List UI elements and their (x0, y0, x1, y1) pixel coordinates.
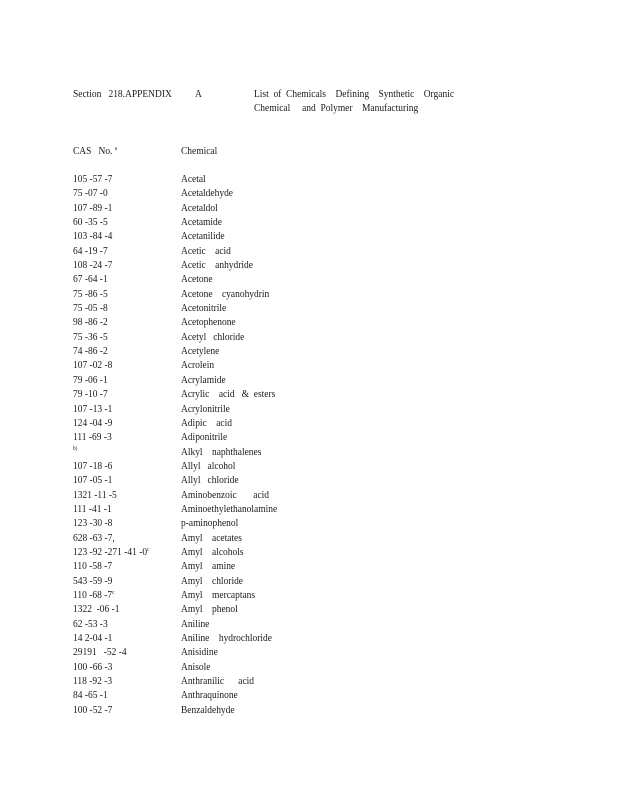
cas-footnote-marker: a (114, 146, 118, 152)
table-row (0, 301, 618, 315)
chemical-name: Acetaldol (181, 201, 218, 214)
chemical-name: Benzaldehyde (181, 703, 235, 716)
table-row (0, 358, 618, 372)
table-row (0, 559, 618, 573)
cas-number: 107 -02 -8 (73, 359, 113, 372)
chemical-name: Aniline hydrochloride (181, 632, 272, 644)
cas-number: 75 -36 -5 (73, 330, 108, 343)
chemical-name: Acetic anhydride (181, 259, 253, 272)
chemical-name: Acrylamide (181, 373, 226, 386)
cas-number: 60 -35 -5 (73, 216, 108, 229)
cas-column-header: CAS No. $^a$ (73, 145, 118, 157)
chemical-name: Aminobenzoic acid (181, 488, 270, 501)
chemical-name: Acetyl chloride (181, 330, 245, 343)
cas-number: 62 -53 -3 (73, 617, 108, 630)
chemical-name: Acrolein (181, 359, 215, 372)
table-row (0, 402, 618, 416)
chemical-name: Aminoethylethanolamine (181, 502, 278, 515)
table-row (0, 445, 618, 459)
chemical-name: Amyl chloride (181, 574, 244, 587)
cas-number: 103 -84 -4 (73, 230, 113, 243)
cas-number: 107 -13 -1 (73, 402, 113, 415)
table-row (0, 574, 618, 588)
table-row (0, 516, 618, 530)
chemical-name: Anthraquinone (181, 689, 238, 702)
table-row (0, 387, 618, 401)
cas-number: 64 -19 -7 (73, 244, 108, 257)
cas-number: 75 -86 -5 (73, 287, 108, 300)
title-line-1: List of Chemicals Defining Synthetic Organic (254, 88, 455, 100)
chemical-name: Anisidine (181, 646, 218, 659)
chemical-name: Acetonitrile (181, 302, 227, 315)
table-row (0, 373, 618, 387)
chemical-list (0, 172, 618, 717)
table-row (0, 488, 618, 502)
chemical-column-header: Chemical (181, 145, 218, 157)
chemical-name: Acrylic acid & esters (181, 388, 276, 401)
chemical-name: Amyl acetates (181, 531, 242, 544)
cas-number: 124 -04 -9 (73, 416, 113, 429)
cas-number: 75 -07 -0 (73, 187, 108, 200)
chemical-name: Acetanilide (181, 230, 225, 243)
cas-number: 123 -30 -8 (73, 517, 113, 530)
table-row (0, 330, 618, 344)
cas-number: 100 -52 -7 (73, 703, 113, 716)
table-row (0, 287, 618, 301)
cas-number: 67 -64 -1 (73, 273, 108, 286)
chemical-name: Acetylene (181, 345, 220, 358)
table-row (0, 459, 618, 473)
chemical-name: Acetone cyanohydrin (181, 287, 270, 300)
cas-number: 29191 -52 -4 (73, 646, 127, 659)
cas-number: 84 -65 -1 (73, 689, 108, 702)
table-row (0, 588, 618, 602)
cas-number: 98 -86 -2 (73, 316, 108, 329)
cas-number: 110 -58 -7 (73, 560, 113, 573)
cas-number: 1322 -06 -1 (73, 603, 120, 616)
cas-number: 14 2-04 -1 (73, 632, 113, 644)
cas-number: 100 -66 -3 (73, 660, 113, 673)
table-row (0, 660, 618, 674)
cas-number: 107 -05 -1 (73, 474, 113, 487)
table-row (0, 344, 618, 358)
table-row (0, 215, 618, 229)
chemical-name: Acetaldehyde (181, 187, 234, 200)
cas-number: 75 -05 -8 (73, 302, 108, 315)
chemical-name: Anisole (181, 660, 211, 673)
chemical-name: Amyl alcohols (181, 545, 244, 558)
table-row (0, 473, 618, 487)
chemical-name: Anthranilic acid (181, 675, 255, 688)
section-heading: Section 218.APPENDIX (73, 88, 172, 100)
chemical-name: Allyl chloride (181, 474, 239, 487)
table-row (0, 229, 618, 243)
cas-number: 74 -86 -2 (73, 345, 108, 358)
table-row (0, 201, 618, 215)
chemical-name: Acetal (181, 173, 206, 185)
cas-number: 110 -68 -7$^c$ (73, 588, 115, 601)
table-row (0, 186, 618, 200)
chemical-name: Amyl amine (181, 560, 236, 573)
chemical-name: Acetic acid (181, 244, 231, 257)
footnote-marker: c (112, 589, 115, 596)
table-row (0, 617, 618, 631)
table-row (0, 258, 618, 272)
chemical-name: Amyl mercaptans (181, 588, 256, 601)
cas-number: 628 -63 -7, (73, 531, 115, 544)
chemical-name: Aniline (181, 617, 210, 630)
cas-number: 79 -06 -1 (73, 373, 108, 386)
table-row (0, 602, 618, 616)
footnote-marker: b) (73, 445, 78, 452)
chemical-name: Acrylonitrile (181, 402, 230, 415)
cas-number: 1321 -11 -5 (73, 488, 117, 501)
chemical-name: Adipic acid (181, 416, 232, 429)
chemical-name: Amyl phenol (181, 603, 238, 616)
table-row (0, 172, 618, 186)
table-row (0, 531, 618, 545)
cas-number: 108 -24 -7 (73, 259, 113, 272)
table-row (0, 545, 618, 559)
cas-number: 105 -57 -7 (73, 173, 113, 185)
chemical-name: Alkyl naphthalenes (181, 445, 262, 458)
table-row (0, 315, 618, 329)
cas-number: 107 -18 -6 (73, 459, 113, 472)
cas-number: 107 -89 -1 (73, 201, 113, 214)
cas-number: 111 -69 -3 (73, 431, 112, 444)
table-row (0, 703, 618, 717)
table-row (0, 674, 618, 688)
appendix-letter: A (195, 88, 202, 100)
document-title (254, 87, 454, 115)
chemical-name: Adiponitrile (181, 431, 228, 444)
table-row (0, 244, 618, 258)
cas-number: 118 -92 -3 (73, 675, 113, 688)
table-row (0, 502, 618, 516)
chemical-name: p-aminophenol (181, 517, 239, 530)
cas-number: 543 -59 -9 (73, 574, 113, 587)
table-row (0, 688, 618, 702)
chemical-name: Allyl alcohol (181, 459, 236, 472)
cas-number: 123 -92 -271 -41 -0$^c$ (73, 545, 150, 558)
footnote-marker: c (147, 546, 150, 553)
cas-number: 111 -41 -1 (73, 502, 112, 515)
table-row (0, 416, 618, 430)
cas-number: 79 -10 -7 (73, 388, 108, 401)
table-row (0, 430, 618, 444)
table-row (0, 272, 618, 286)
table-row (0, 631, 618, 645)
chemical-name: Acetone (181, 273, 213, 286)
title-line-2: Chemical and Polymer Manufacturing (254, 102, 419, 114)
chemical-name: Acetophenone (181, 316, 236, 329)
table-row (0, 645, 618, 659)
chemical-name: Acetamide (181, 216, 222, 229)
